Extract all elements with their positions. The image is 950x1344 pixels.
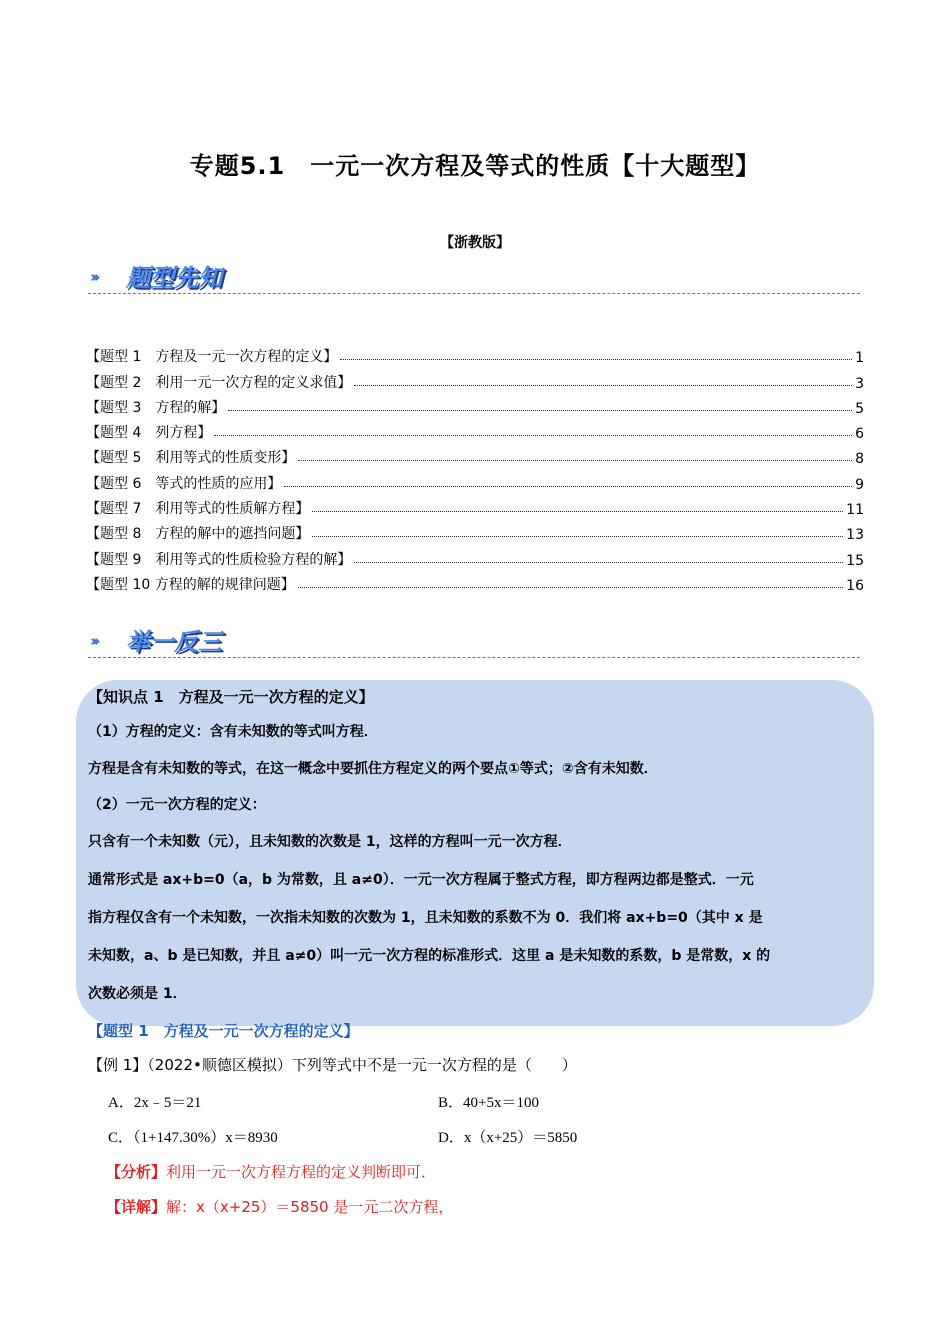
banner-title: 举一反三 [126, 628, 222, 656]
toc-label: 【题型 10 方程的解的规律问题】 [86, 576, 295, 593]
toc-item[interactable] [86, 366, 864, 391]
page-title: 专题5.1 一元一次方程及等式的性质【十大题型】 [189, 152, 761, 180]
toc-page: 5 [855, 400, 864, 417]
toc-item[interactable] [86, 493, 864, 518]
toc-label: 【题型 8 方程的解中的遮挡问题】 [86, 526, 310, 543]
knowledge-line: 未知数，a、b 是已知数，并且 a≠0）叫一元一次方程的标准形式．这里 a 是未知数的系数，b 是常数，x 的 [88, 948, 771, 964]
edition-label: 【浙教版】 [440, 235, 510, 251]
knowledge-line: 通常形式是 ax+b=0（a，b 为常数，且 a≠0）．一元一次方程属于整式方程，即方程两边都是整式．一元 [88, 872, 754, 888]
toc-leader [228, 410, 852, 411]
toc-item[interactable] [86, 543, 864, 568]
toc-page: 11 [846, 502, 864, 519]
banner-divider [88, 293, 860, 294]
toc-item[interactable] [86, 341, 864, 366]
toc-leader [214, 435, 852, 436]
toc-page: 8 [855, 451, 864, 468]
table-of-contents [86, 341, 864, 594]
banner-examples [88, 622, 860, 662]
knowledge-line: 只含有一个未知数（元），且未知数的次数是 1，这样的方程叫一元一次方程． [88, 834, 572, 850]
banner-arrows-icon: ››› [90, 268, 97, 286]
toc-label: 【题型 1 方程及一元一次方程的定义】 [86, 349, 338, 366]
toc-page: 15 [846, 552, 864, 569]
option-a[interactable]: A．2x﹣5＝21 [108, 1095, 202, 1111]
toc-label: 【题型 2 利用一元一次方程的定义求值】 [86, 374, 352, 391]
toc-item[interactable] [86, 442, 864, 467]
toc-label: 【题型 3 方程的解】 [86, 399, 226, 416]
toc-page: 3 [855, 375, 864, 392]
toc-leader [298, 460, 852, 461]
option-b[interactable]: B．40+5x＝100 [438, 1095, 539, 1111]
analysis-tag: 【分析】 [106, 1163, 167, 1181]
option-c[interactable]: C．（1+147.30%）x＝8930 [108, 1130, 278, 1146]
section-title: 【题型 1 方程及一元一次方程的定义】 [88, 1022, 359, 1040]
banner-divider [88, 657, 860, 658]
detail-line [106, 1196, 453, 1217]
toc-item[interactable] [86, 392, 864, 417]
knowledge-line: 指方程仅含有一个未知数，一次指未知数的次数为 1，且未知数的系数不为 0．我们将 ax+b=0（其中 x 是 [88, 910, 763, 926]
banner-title: 题型先知 [126, 264, 222, 292]
toc-label: 【题型 5 利用等式的性质变形】 [86, 450, 296, 467]
analysis-line [106, 1161, 436, 1182]
toc-page: 16 [846, 577, 864, 594]
toc-leader [312, 536, 843, 537]
banner-question-types [88, 258, 860, 298]
toc-item[interactable] [86, 569, 864, 594]
toc-leader [284, 486, 852, 487]
detail-tag: 【详解】 [106, 1198, 167, 1216]
toc-leader [312, 511, 843, 512]
knowledge-title: 【知识点 1 方程及一元一次方程的定义】 [88, 688, 374, 706]
option-d[interactable]: D．x（x+25）＝5850 [438, 1130, 578, 1146]
toc-label: 【题型 7 利用等式的性质解方程】 [86, 501, 310, 518]
toc-page: 9 [855, 476, 864, 493]
toc-leader [298, 587, 843, 588]
analysis-text: 利用一元一次方程方程的定义判断即可． [166, 1163, 437, 1181]
detail-text: 解：x（x+25）＝5850 是一元二次方程， [166, 1198, 454, 1216]
knowledge-line: （1）方程的定义：含有未知数的等式叫方程． [88, 724, 378, 740]
knowledge-line: 方程是含有未知数的等式，在这一概念中要抓住方程定义的两个要点①等式；②含有未知数． [88, 761, 658, 777]
example-question: 【例 1】（2022•顺德区模拟）下列等式中不是一元一次方程的是（ ） [88, 1056, 577, 1074]
toc-item[interactable] [86, 467, 864, 492]
toc-page: 1 [855, 350, 864, 367]
banner-arrows-icon: ››› [90, 632, 97, 650]
toc-leader [340, 359, 852, 360]
toc-label: 【题型 9 利用等式的性质检验方程的解】 [86, 551, 352, 568]
toc-page: 13 [846, 527, 864, 544]
toc-leader [354, 385, 852, 386]
knowledge-line: 次数必须是 1． [88, 986, 187, 1002]
toc-item[interactable] [86, 518, 864, 543]
toc-label: 【题型 4 列方程】 [86, 425, 212, 442]
toc-label: 【题型 6 等式的性质的应用】 [86, 475, 282, 492]
toc-leader [354, 562, 843, 563]
knowledge-line: （2）一元一次方程的定义： [88, 797, 266, 813]
toc-page: 6 [855, 426, 864, 443]
toc-item[interactable] [86, 417, 864, 442]
